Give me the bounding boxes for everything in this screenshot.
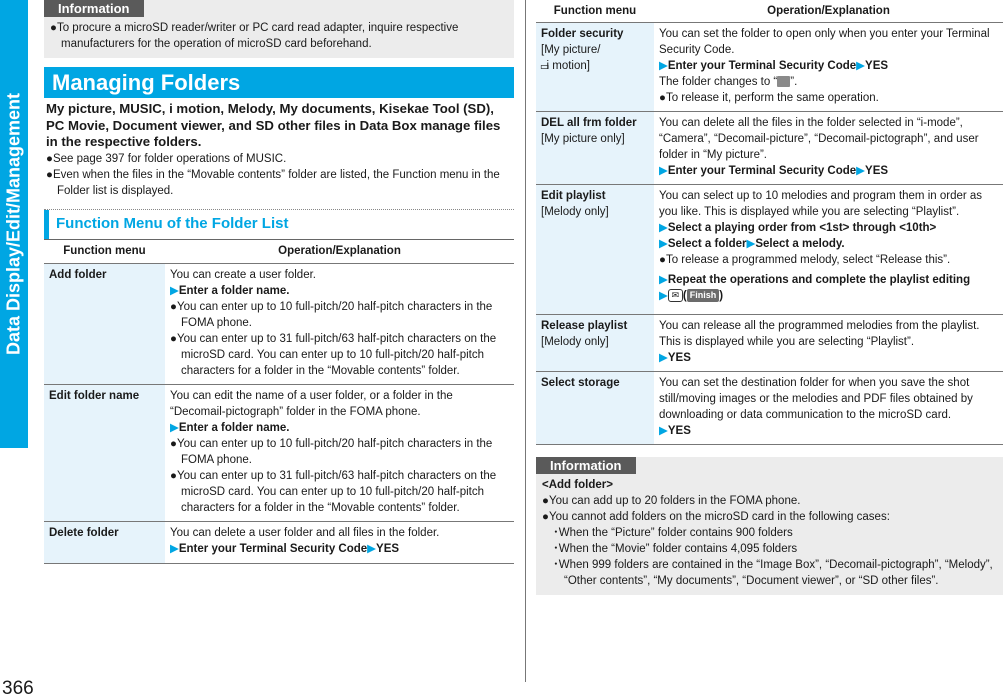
operation-desc: You can set the folder to open only when you enter your Terminal Security Code. xyxy=(659,27,990,56)
finish-key-icon: Finish xyxy=(687,289,720,302)
operation-cell xyxy=(165,522,514,564)
heading-accent-bar xyxy=(44,210,49,239)
info-box-right xyxy=(536,457,1003,595)
function-name-cell xyxy=(536,314,654,371)
arrow-icon: ▶ xyxy=(367,543,377,555)
function-name-cell xyxy=(536,111,654,184)
column-divider xyxy=(525,0,526,682)
function-name: Folder security xyxy=(541,27,624,40)
col-header-function: Function menu xyxy=(536,0,654,22)
operation-cell xyxy=(654,111,1003,184)
function-name: Edit folder name xyxy=(49,390,140,402)
function-scope: [Melody only] xyxy=(541,205,609,218)
side-tab-title: Data Display/Edit/Management xyxy=(3,92,24,356)
function-name-cell xyxy=(44,264,165,385)
arrow-icon: ▶ xyxy=(170,543,179,555)
table-row xyxy=(536,371,1003,444)
table-header-row xyxy=(536,0,1003,22)
operation-cell xyxy=(165,264,514,385)
operation-step: ▶Enter a folder name. xyxy=(170,285,290,297)
col-header-function: Function menu xyxy=(44,240,165,264)
arrow-icon: ▶ xyxy=(659,221,668,234)
operation-step: ▶Enter your Terminal Security Code▶YES xyxy=(170,543,400,555)
arrow-icon: ▶ xyxy=(856,59,866,72)
left-column xyxy=(44,0,514,564)
info-bullet: ●To procure a microSD reader/writer or PC card read adapter, inquire respective manufacturers for the operation of microSD card beforehand. xyxy=(50,22,459,50)
operation-step: ▶Repeat the operations and complete the playlist editing xyxy=(659,273,971,286)
function-scope: ▯i motion] xyxy=(541,58,650,75)
arrow-icon: ▶ xyxy=(659,351,668,364)
note-bullet: ●You can enter up to 10 full-pitch/20 half-pitch characters in the FOMA phone. xyxy=(170,438,493,466)
info-heading: <Add folder> xyxy=(542,478,613,491)
note-bullet: ●To release it, perform the same operation. xyxy=(659,91,879,104)
arrow-icon: ▶ xyxy=(659,164,668,177)
function-name: DEL all frm folder xyxy=(541,116,637,129)
info-bullet: ●You can add up to 20 folders in the FOMA phone. xyxy=(542,494,801,507)
operation-cell xyxy=(654,314,1003,371)
section-title: Managing Folders xyxy=(44,67,514,98)
note-bullet: ●You can enter up to 31 full-pitch/63 half-pitch characters on the microSD card. You can enter up to 10 full-pitch/20 half-pitch characters for a folder in the “Movable contents” folder. xyxy=(170,333,497,377)
table-row xyxy=(44,264,514,385)
arrow-icon: ▶ xyxy=(659,237,668,250)
right-column xyxy=(536,0,1003,595)
function-scope: [My picture only] xyxy=(541,132,625,145)
info-label: Information xyxy=(44,0,144,17)
operation-cell xyxy=(654,371,1003,444)
arrow-icon: ▶ xyxy=(659,59,668,72)
arrow-icon: ▶ xyxy=(856,164,866,177)
table-header-row xyxy=(44,240,514,264)
function-name: Edit playlist xyxy=(541,189,606,202)
intro-lead: My picture, MUSIC, i motion, Melody, My documents, Kisekae Tool (SD), PC Movie, Document viewer, and SD other files in Data Box manage files in the respective folders. xyxy=(46,101,501,149)
function-name-cell xyxy=(536,184,654,314)
function-name: Add folder xyxy=(49,269,107,281)
intro-bullet: ●Even when the files in the “Movable contents” folder are listed, the Function menu in the Folder list is displayed. xyxy=(46,168,500,197)
locked-folder-icon xyxy=(777,76,790,87)
arrow-icon: ▶ xyxy=(659,289,668,302)
operation-step: ▶Select a folder▶Select a melody. xyxy=(659,237,845,250)
function-menu-table-right xyxy=(536,0,1003,445)
operation-step: ▶Enter your Terminal Security Code▶YES xyxy=(659,164,889,177)
function-menu-table-left xyxy=(44,240,514,565)
function-scope: [My picture/ xyxy=(541,43,601,56)
table-row xyxy=(536,184,1003,314)
arrow-icon: ▶ xyxy=(170,285,179,297)
col-header-operation: Operation/Explanation xyxy=(654,0,1003,22)
subsection-heading xyxy=(44,209,514,240)
function-name-cell xyxy=(536,371,654,444)
mail-key-icon: ✉ xyxy=(668,289,683,302)
intro-bullet: ●See page 397 for folder operations of MUSIC. xyxy=(46,152,287,165)
note-bullet: ●You can enter up to 31 full-pitch/63 half-pitch characters on the microSD card. You can enter up to 10 full-pitch/20 half-pitch characters for a folder in the “Movable contents” folder. xyxy=(170,470,497,514)
i-motion-icon: ▯ xyxy=(538,63,550,70)
function-name-cell xyxy=(536,22,654,111)
function-scope: [Melody only] xyxy=(541,335,609,348)
operation-cell xyxy=(165,385,514,522)
function-name: Select storage xyxy=(541,376,620,389)
operation-desc: You can edit the name of a user folder, or a folder in the “Decomail-pictograph” folder in the FOMA phone. xyxy=(170,390,453,418)
table-row xyxy=(44,385,514,522)
operation-step: ▶Enter a folder name. xyxy=(170,422,290,434)
function-name: Release playlist xyxy=(541,319,628,332)
arrow-icon: ▶ xyxy=(170,422,179,434)
operation-desc: You can release all the programmed melodies from the playlist. This is displayed while you are selecting “Playlist”. xyxy=(659,319,980,348)
operation-step: ▶Enter your Terminal Security Code▶YES xyxy=(659,59,889,72)
info-sub-item: ･When the “Picture” folder contains 900 folders xyxy=(553,526,793,539)
table-row xyxy=(536,22,1003,111)
function-name-cell xyxy=(44,385,165,522)
operation-cell xyxy=(654,184,1003,314)
info-label: Information xyxy=(536,457,636,474)
operation-desc: You can create a user folder. xyxy=(170,269,316,281)
arrow-icon: ▶ xyxy=(659,424,668,437)
operation-desc: You can delete a user folder and all files in the folder. xyxy=(170,527,440,539)
operation-step: ▶ ✉ ( Finish ) xyxy=(659,289,724,302)
note-bullet: ●To release a programmed melody, select “Release this”. xyxy=(659,253,951,266)
arrow-icon: ▶ xyxy=(746,237,756,250)
table-row xyxy=(44,522,514,564)
table-row xyxy=(536,314,1003,371)
arrow-icon: ▶ xyxy=(659,273,668,286)
operation-step: ▶Select a playing order from <1st> through <10th> xyxy=(659,221,937,234)
info-box-left xyxy=(44,0,514,58)
section-intro xyxy=(44,101,514,199)
subsection-title: Function Menu of the Folder List xyxy=(56,214,289,232)
operation-desc: You can select up to 10 melodies and program them in order as you like. This is displayed while you are selecting “Playlist”. xyxy=(659,189,983,218)
operation-step: ▶YES xyxy=(659,424,691,437)
info-sub-item: ･When the “Movie” folder contains 4,095 folders xyxy=(553,542,798,555)
operation-result: The folder changes to “ ”. xyxy=(659,75,798,88)
operation-desc: You can set the destination folder for when you save the shot still/moving images or the melodies and PDF files obtained by downloading or data communication to the microSD card. xyxy=(659,376,973,421)
operation-desc: You can delete all the files in the folder selected in “i-mode”, “Camera”, “Decomail-picture”, “Decomail-pictograph”, and user folder in “My picture”. xyxy=(659,116,979,161)
table-row xyxy=(536,111,1003,184)
note-bullet: ●You can enter up to 10 full-pitch/20 half-pitch characters in the FOMA phone. xyxy=(170,301,493,329)
col-header-operation: Operation/Explanation xyxy=(165,240,514,264)
operation-cell xyxy=(654,22,1003,111)
function-name: Delete folder xyxy=(49,527,119,539)
function-name-cell xyxy=(44,522,165,564)
page-number: 366 xyxy=(2,678,34,698)
info-sub-item: ･When 999 folders are contained in the “Image Box”, “Decomail-pictograph”, “Melody”, “Other contents”, “My documents”, “Document viewer”, or “SD other files”. xyxy=(553,558,993,587)
operation-step: ▶YES xyxy=(659,351,691,364)
info-bullet: ●You cannot add folders on the microSD card in the following cases: xyxy=(542,510,890,523)
